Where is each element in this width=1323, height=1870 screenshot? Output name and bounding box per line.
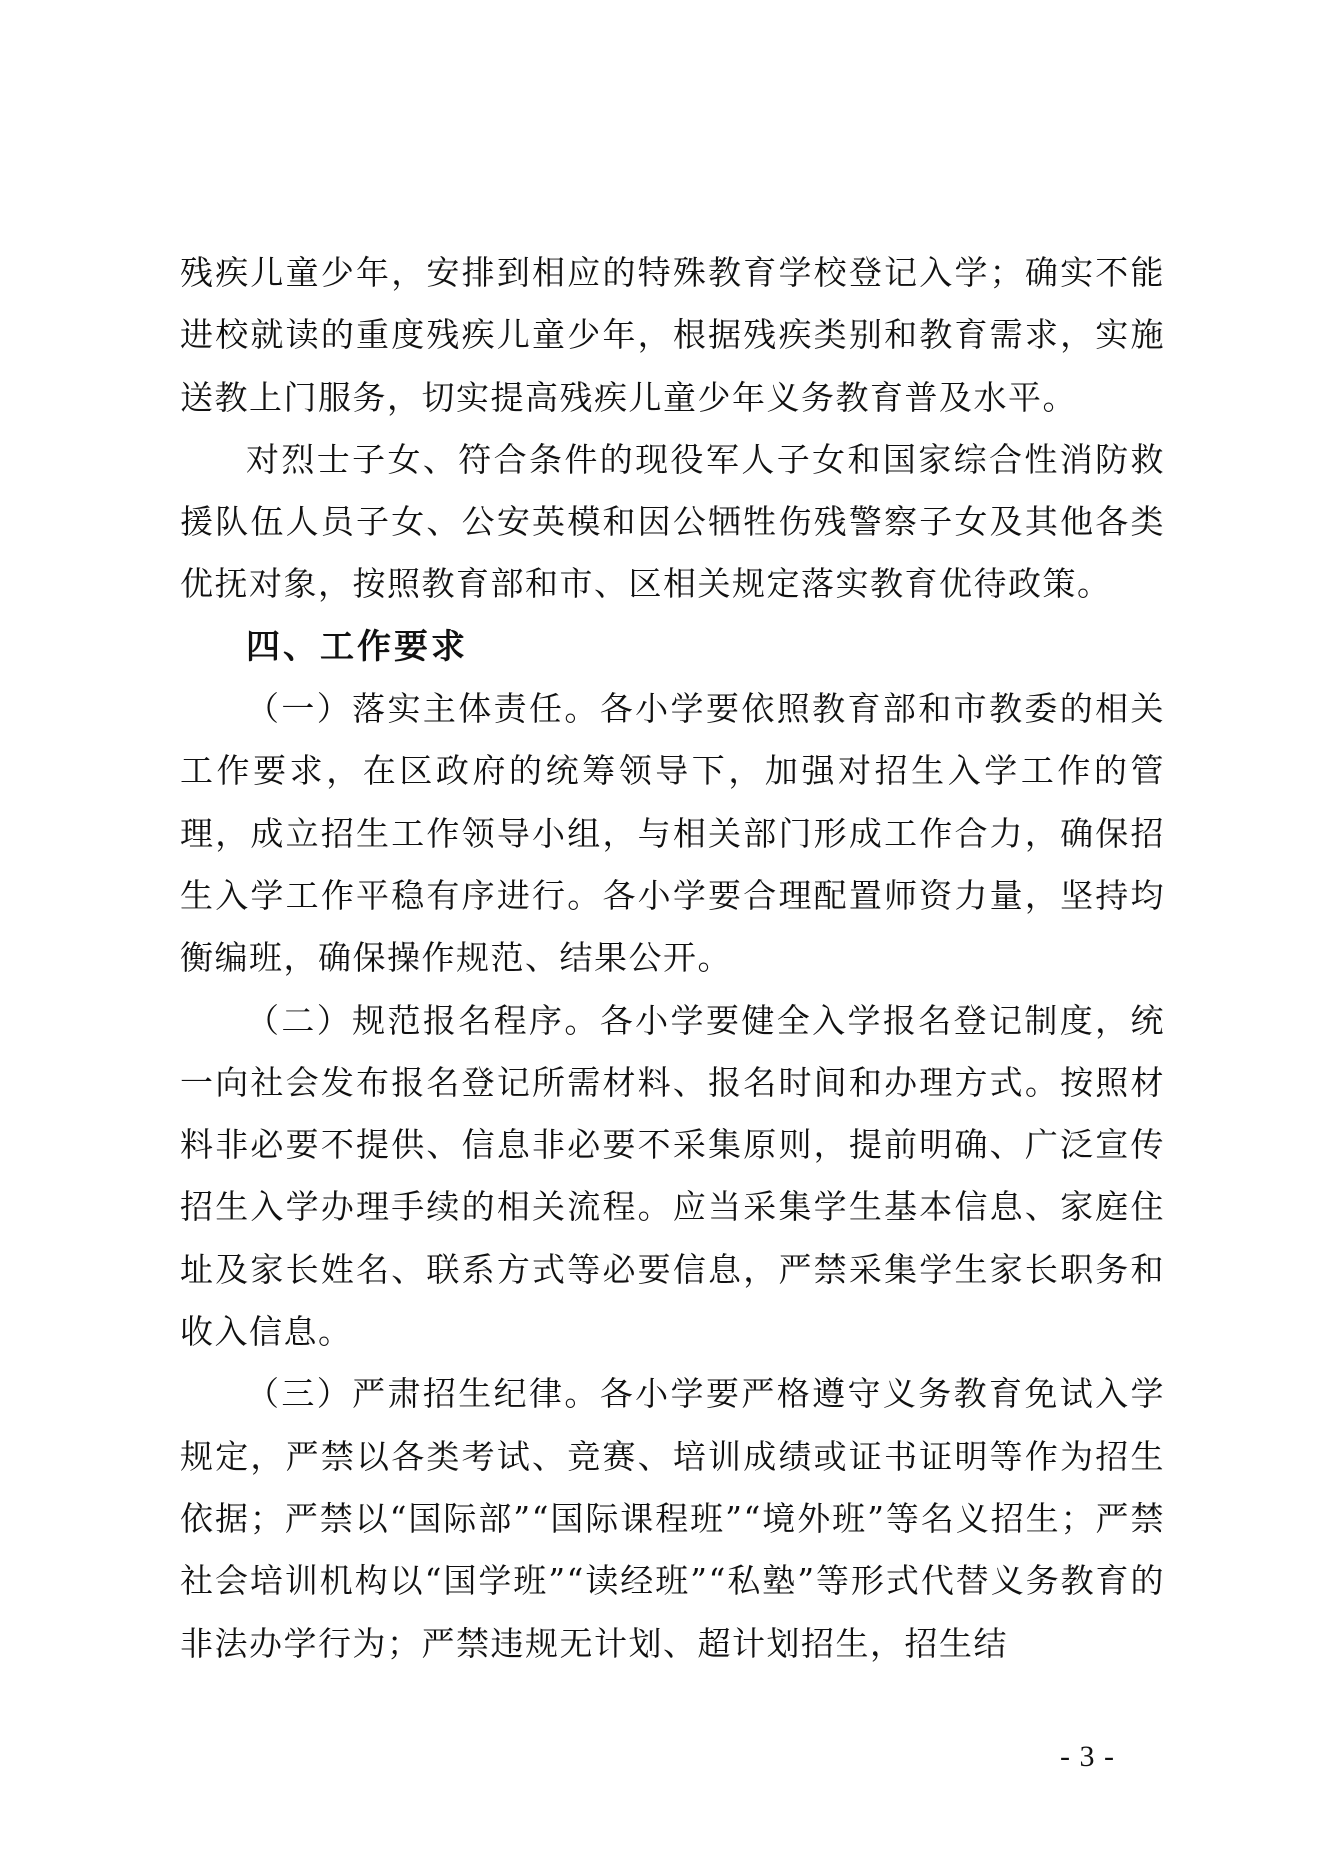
- document-body: [180, 242, 1165, 1675]
- paragraph-preferential-policy: 对烈士子女、符合条件的现役军人子女和国家综合性消防救援队伍人员子女、公安英模和因公牺牲伤残警察子女及其他各类优抚对象，按照教育部和市、区相关规定落实教育优待政策。: [180, 439, 1165, 604]
- requirement-item-3: （三）严肃招生纪律。各小学要严格遵守义务教育免试入学规定，严禁以各类考试、竞赛、培训成绩或证书证明等作为招生依据；严禁以“国际部”“国际课程班”“境外班”等名义招生；严禁社会培训机构以“国学班”“读经班”“私塾”等形式代替义务教育的非法办学行为；严禁违规无计划、超计划招生，招生结: [180, 1374, 1165, 1663]
- paragraph-disabled-children: 残疾儿童少年，安排到相应的特殊教育学校登记入学；确实不能进校就读的重度残疾儿童少年，根据残疾类别和教育需求，实施送教上门服务，切实提高残疾儿童少年义务教育普及水平。: [180, 253, 1165, 417]
- requirement-item-2: （二）规范报名程序。各小学要健全入学报名登记制度，统一向社会发布报名登记所需材料、报名时间和办理方式。按照材料非必要不提供、信息非必要不采集原则，提前明确、广泛宣传招生入学办理手续的相关流程。应当采集学生基本信息、家庭住址及家长姓名、联系方式等必要信息，严禁采集学生家长职务和收入信息。: [180, 1000, 1165, 1352]
- requirement-item-1: （一）落实主体责任。各小学要依照教育部和市教委的相关工作要求，在区政府的统筹领导下，加强对招生入学工作的管理，成立招生工作领导小组，与相关部门形成工作合力，确保招生入学工作平稳有序进行。各小学要合理配置师资力量，坚持均衡编班，确保操作规范、结果公开。: [180, 689, 1165, 978]
- page-number: - 3 -: [1060, 1740, 1115, 1773]
- section-heading: 四、工作要求: [246, 626, 468, 667]
